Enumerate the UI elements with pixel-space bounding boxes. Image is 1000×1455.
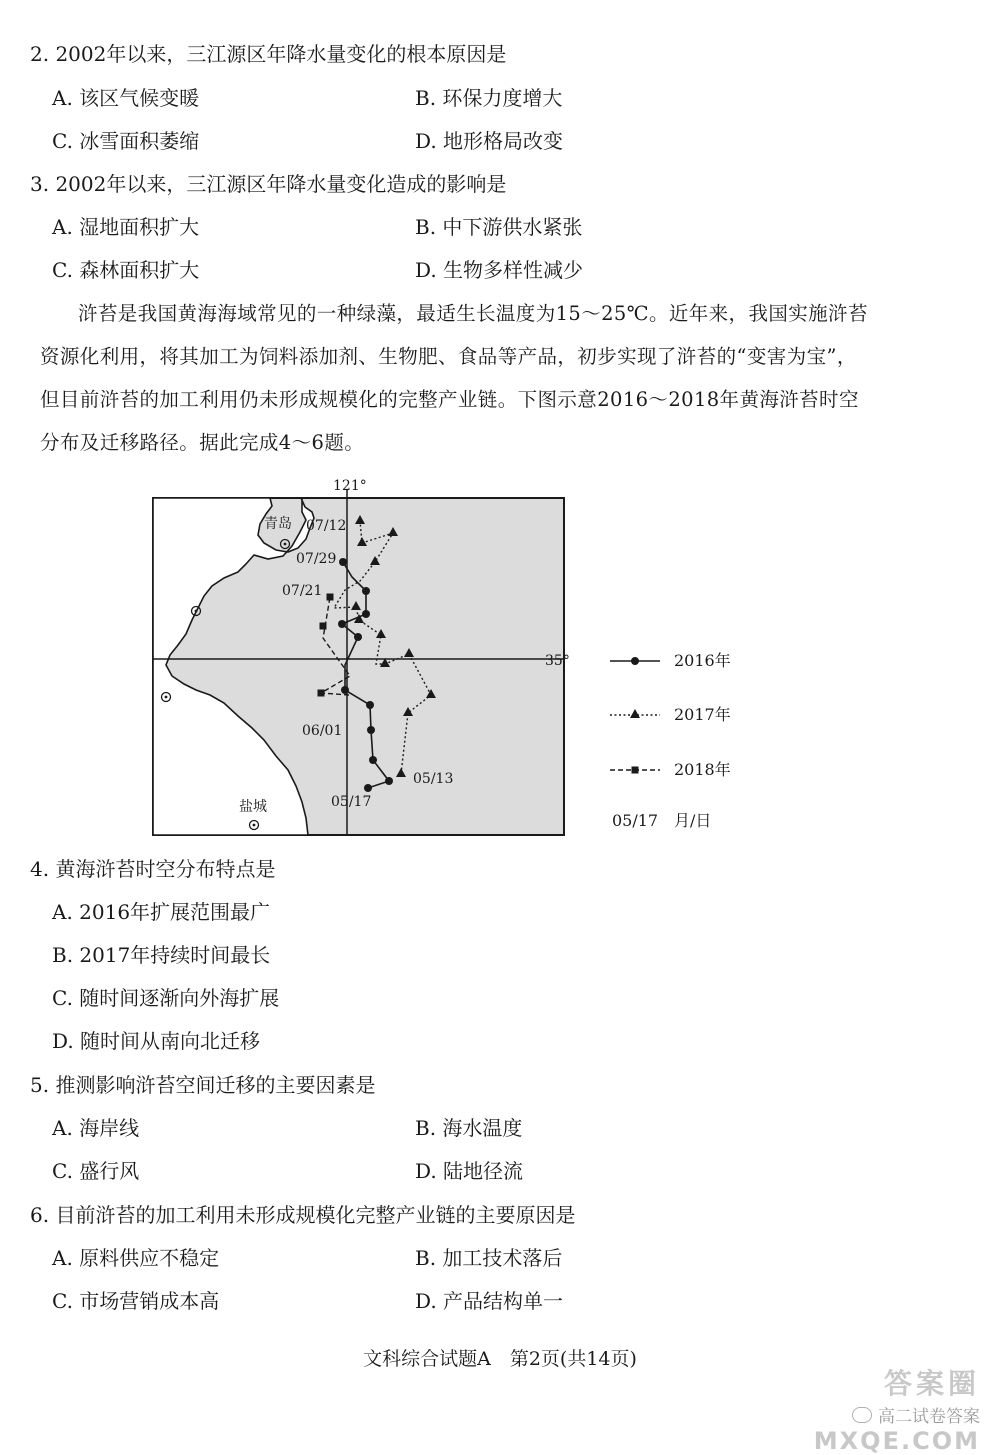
watermark-tag: 高二试卷答案	[878, 1407, 980, 1427]
city-label-yancheng: 盐城	[239, 799, 267, 815]
q2-option-d: D. 地形格局改变	[415, 129, 564, 153]
legend-2016-symbol	[610, 657, 660, 665]
page-footer: 文科综合试题A 第2页(共14页)	[363, 1348, 637, 1370]
watermark	[814, 1362, 980, 1455]
q6-option-a: A. 原料供应不稳定	[52, 1246, 220, 1270]
date-label-0712: 07/12	[306, 518, 347, 534]
q5-option-a: A. 海岸线	[52, 1116, 140, 1140]
q3-stem: 3. 2002年以来，三江源区年降水量变化造成的影响是	[30, 172, 507, 196]
wechat-icon	[852, 1407, 872, 1423]
date-label-0729: 07/29	[296, 551, 337, 567]
legend-date-unit: 月/日	[674, 811, 712, 830]
legend-label-2018: 2018年	[674, 760, 731, 779]
legend-2017-symbol	[610, 709, 660, 718]
q4-option-a: A. 2016年扩展范围最广	[52, 900, 271, 924]
latitude-label: 35°	[545, 653, 570, 669]
q6-option-d: D. 产品结构单一	[415, 1289, 564, 1313]
date-label-0517: 05/17	[331, 794, 372, 810]
date-label-0721: 07/21	[282, 583, 323, 599]
reading-passage: 浒苔是我国黄海海域常见的一种绿藻，最适生长温度为15～25℃。近年来，我国实施浒苔资源化利用，将其加工为饲料添加剂、生物肥、食品等产品，初步实现了浒苔的“变害为宝”，但目前浒苔的加工利用仍未形成规模化的完整产业链。下图示意2016～2018年黄海浒苔时空分布及迁移路径。据此完成4～6题。	[40, 302, 868, 454]
legend-2018-symbol	[610, 767, 660, 774]
q6-option-c: C. 市场营销成本高	[52, 1289, 220, 1313]
q2-option-b: B. 环保力度增大	[415, 86, 563, 110]
q2-option-a: A. 该区气候变暖	[52, 86, 200, 110]
q4-option-c: C. 随时间逐渐向外海扩展	[52, 986, 280, 1010]
q4-option-d: D. 随时间从南向北迁移	[52, 1029, 261, 1053]
q3-option-c: C. 森林面积扩大	[52, 258, 200, 282]
date-label-0513: 05/13	[413, 771, 454, 787]
q5-option-c: C. 盛行风	[52, 1159, 140, 1183]
ulva-migration-map	[140, 472, 600, 844]
q3-option-d: D. 生物多样性减少	[415, 258, 584, 282]
q5-option-b: B. 海水温度	[415, 1116, 523, 1140]
q4-stem: 4. 黄海浒苔时空分布特点是	[30, 857, 276, 881]
legend-date-example: 05/17	[612, 811, 659, 830]
q5-stem: 5. 推测影响浒苔空间迁移的主要因素是	[30, 1073, 376, 1097]
q6-stem: 6. 目前浒苔的加工利用未形成规模化完整产业链的主要原因是	[30, 1203, 576, 1227]
city-label-qingdao: 青岛	[264, 516, 292, 532]
q6-option-b: B. 加工技术落后	[415, 1246, 563, 1270]
q3-option-b: B. 中下游供水紧张	[415, 215, 583, 239]
legend-label-2017: 2017年	[674, 705, 731, 724]
q2-option-c: C. 冰雪面积萎缩	[52, 129, 200, 153]
q2-stem: 2. 2002年以来，三江源区年降水量变化的根本原因是	[30, 42, 507, 66]
date-label-0601: 06/01	[302, 723, 343, 739]
legend-label-2016: 2016年	[674, 651, 731, 670]
q4-option-b: B. 2017年持续时间最长	[52, 943, 271, 967]
longitude-label: 121°	[333, 478, 367, 494]
q3-option-a: A. 湿地面积扩大	[52, 215, 200, 239]
watermark-logo-text: 答案圈	[883, 1367, 980, 1400]
q5-option-d: D. 陆地径流	[415, 1159, 524, 1183]
watermark-url: MXQE.COM	[813, 1427, 980, 1455]
